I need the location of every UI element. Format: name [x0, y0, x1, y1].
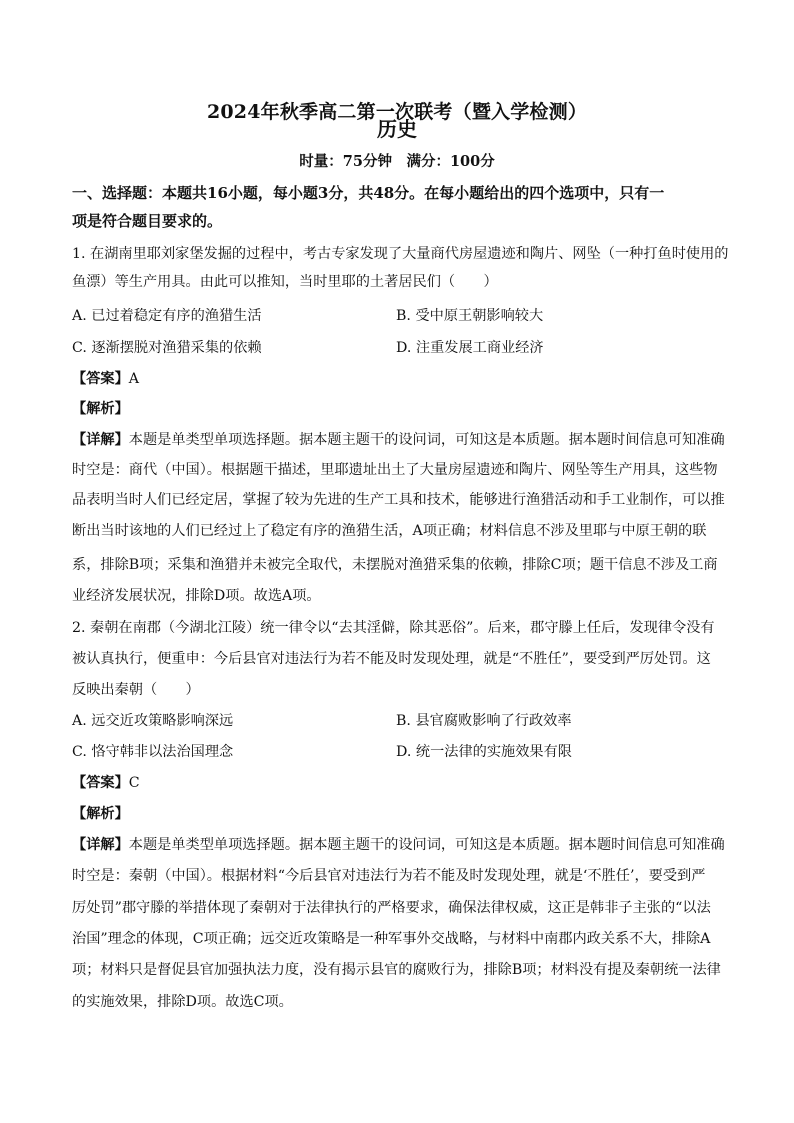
answer-value: C — [128, 775, 140, 791]
q2-stem-line: 反映出秦朝（ ） — [72, 682, 200, 698]
detail-label: 【详解】 — [72, 837, 129, 853]
detail-text: 本题是单类型单项选择题。据本题主题干的设问词，可知这是本质题。据本题时间信息可知准确 — [128, 432, 725, 448]
exam-title: 2024年秋季高二第一次联考（暨入学检测） — [206, 101, 588, 123]
q2-detail-line: 项；材料只是督促县官加强执法力度，没有揭示县官的腐败行为，排除B项；材料没有提及秦朝统一法律 — [72, 962, 721, 978]
q2-option-d: D. 统一法律的实施效果有限 — [396, 744, 572, 760]
q2-detail-line: 厉处罚”郡守滕的举措体现了秦朝对于法律执行的严格要求，确保法律权威，这正是韩非子主张的“以法 — [72, 900, 711, 916]
q1-detail-line: 系，排除B项；采集和渔猎并未被完全取代，未摆脱对渔猎采集的依赖，排除C项；题干信息不涉及工商 — [72, 557, 718, 573]
q1-stem-line: 1. 在湖南里耶刘家堡发掘的过程中，考古专家发现了大量商代房屋遗迹和陶片、网坠（一种打鱼时使用的 — [72, 246, 729, 262]
detail-text: 本题是单类型单项选择题。据本题主题干的设问词，可知这是本质题。据本题时间信息可知准确 — [128, 837, 725, 853]
q2-analysis-label — [72, 804, 722, 824]
q2-option-a: A. 远交近攻策略影响深远 — [72, 713, 234, 729]
q1-detail-line — [72, 430, 725, 450]
q1-analysis-label — [72, 399, 722, 419]
q1-detail-line: 品表明当时人们已经定居，掌握了较为先进的生产工具和技术，能够进行渔猎活动和手工业制作，可以推 — [72, 492, 725, 508]
detail-label: 【详解】 — [72, 432, 129, 448]
section-heading-line2: 项是符合题目要求的。 — [72, 212, 223, 230]
q1-detail-line: 时空是：商代（中国）。根据题干描述，里耶遗址出土了大量房屋遗迹和陶片、网坠等生产用具，这些物 — [72, 462, 718, 478]
q1-answer — [72, 369, 722, 389]
q2-detail-line: 时空是：秦朝（中国）。根据材料“今后县官对违法行为若不能及时发现处理，就是‘不胜任’，要受到严 — [72, 868, 706, 884]
q1-option-d: D. 注重发展工商业经济 — [396, 340, 544, 356]
q2-detail-line — [72, 835, 725, 855]
q1-detail-line: 断出当时该地的人们已经过上了稳定有序的渔猎生活，A项正确；材料信息不涉及里耶与中原王朝的联 — [72, 523, 707, 539]
analysis-label: 【解析】 — [72, 806, 129, 822]
q2-option-c: C. 恪守韩非以法治国理念 — [72, 744, 234, 760]
subject-title: 历史 — [377, 117, 417, 141]
q1-option-a: A. 已过着稳定有序的渔猎生活 — [72, 308, 262, 324]
answer-value: A — [128, 371, 140, 387]
q1-detail-line: 业经济发展状况，排除D项。故选A项。 — [72, 588, 321, 604]
exam-meta: 时量：75分钟 满分：100分 — [299, 153, 495, 170]
section-heading-line1: 一、选择题：本题共16小题，每小题3分，共48分。在每小题给出的四个选项中，只有一 — [72, 184, 665, 202]
q2-stem-line: 被认真执行，便重申：今后县官对违法行为若不能及时发现处理，就是“不胜任”，要受到严厉处罚。这 — [72, 651, 711, 667]
q1-option-b: B. 受中原王朝影响较大 — [396, 308, 544, 324]
q1-stem-line: 鱼漂）等生产用具。由此可以推知，当时里耶的土著居民们（ ） — [72, 274, 498, 290]
q2-detail-line: 治国”理念的体现，C项正确；远交近攻策略是一种军事外交战略，与材料中南郡内政关系不大，排除A — [72, 931, 711, 947]
analysis-label: 【解析】 — [72, 401, 129, 417]
q2-answer — [72, 773, 722, 793]
q2-detail-line: 的实施效果，排除D项。故选C项。 — [72, 994, 293, 1010]
q2-stem-line: 2. 秦朝在南郡（今湖北江陵）统一律令以“去其淫僻，除其恶俗”。后来，郡守滕上任后，发现律令没有 — [72, 620, 715, 636]
q2-option-b: B. 县官腐败影响了行政效率 — [396, 713, 572, 729]
answer-label: 【答案】 — [72, 371, 129, 387]
answer-label: 【答案】 — [72, 775, 129, 791]
q1-option-c: C. 逐渐摆脱对渔猎采集的依赖 — [72, 340, 262, 356]
